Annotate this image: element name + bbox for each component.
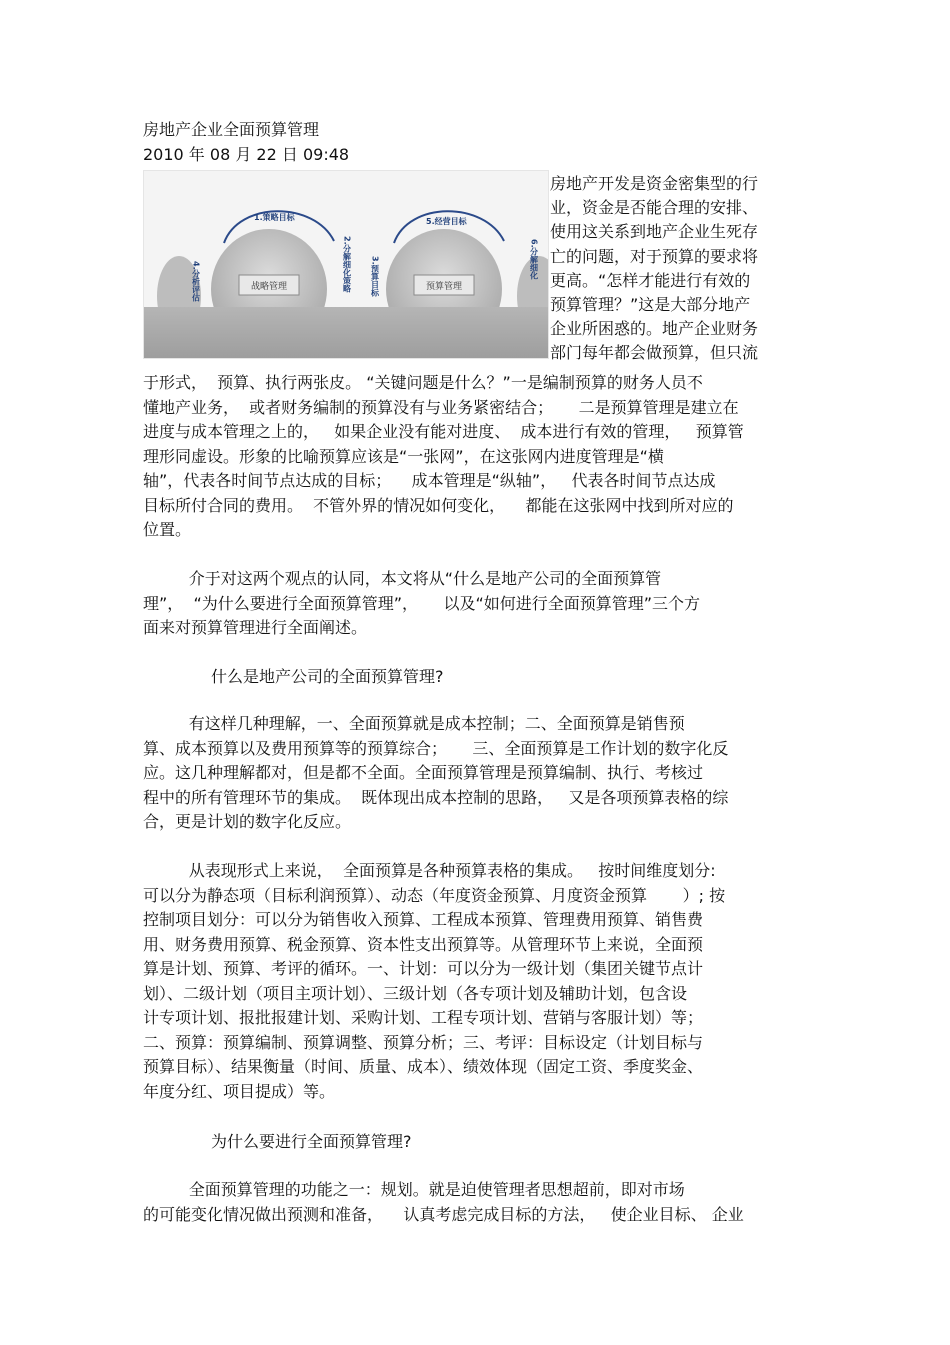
label-step5: 5.经营目标 [426, 217, 467, 226]
text-line: 企业所困惑的。地产企业财务 [550, 319, 759, 339]
cycle-diagram [144, 171, 548, 358]
text-line: 划）、二级计划（项目主项计划）、三级计划（各专项计划及辅助计划，包含设 [143, 983, 688, 1003]
article-title: 房地产企业全面预算管理 [143, 120, 320, 139]
text-line: 轴”，代表各时间节点达成的目标； 成本管理是“纵轴”， 代表各时间节点达成 [143, 471, 716, 490]
scope-paragraph [143, 567, 808, 641]
text-line: 更高。“怎样才能进行有效的 [550, 270, 751, 290]
ground-band [144, 307, 548, 358]
text-line: 计专项计划、报批报建计划、采购计划、工程专项计划、营销与客服计划）等； [143, 1008, 704, 1027]
box-budget-label: 预算管理 [425, 282, 463, 292]
text-line: 的可能变化情况做出预测和准备， 认真考虑完成目标的方法， 使企业目标、 企业 [143, 1204, 744, 1224]
text-line: 应。这几种理解都对，但是都不全面。全面预算管理是预算编制、执行、考核过 [143, 763, 704, 782]
text-line: 全面预算管理的功能之一：规划。就是迫使管理者思想超前，即对市场 [143, 1180, 685, 1199]
label-step3: 3.预算目标 [370, 256, 380, 297]
text-line: 房地产开发是资金密集型的行 [550, 174, 759, 193]
heading-why: 为什么要进行全面预算管理? [211, 1132, 412, 1151]
intro-paragraph-right [550, 172, 790, 366]
form-paragraph [143, 859, 808, 1104]
text-line: 进度与成本管理之上的， 如果企业没有能对进度、 成本进行有效的管理， 预算管 [143, 422, 744, 441]
text-line: 介于对这两个观点的认同，本文将从“什么是地产公司的全面预算管 [143, 569, 662, 588]
label-step6: 6.分解细化 [529, 239, 539, 280]
text-line: 位置。 [143, 520, 192, 539]
intro-paragraph-full [143, 371, 808, 543]
text-line: 预算管理？”这是大部分地产 [550, 295, 751, 315]
text-line: 控制项目划分：可以分为销售收入预算、工程成本预算、管理费用预算、销售费 [143, 910, 704, 929]
text-line: 算是计划、预算、考评的循环。一、计划：可以分为一级计划（集团关键节点计 [143, 959, 704, 978]
text-line: 年度分红、项目提成）等。 [143, 1081, 336, 1101]
budget-cycle-figure [143, 170, 549, 359]
article-date: 2010 年 08 月 22 日 09:48 [143, 145, 350, 164]
heading-what-is: 什么是地产公司的全面预算管理? [211, 667, 444, 686]
text-line: 预算目标）、结果衡量（时间、质量、成本）、绩效体现（固定工资、季度奖金、 [143, 1057, 704, 1076]
text-line: 程中的所有管理环节的集成。 既体现出成本控制的思路， 又是各项预算表格的综 [143, 787, 729, 807]
text-line: 有这样几种理解，一、全面预算就是成本控制；二、全面预算是销售预 [143, 714, 685, 733]
text-line: 面来对预算管理进行全面阐述。 [143, 618, 368, 637]
text-line: 理”， “为什么要进行全面预算管理”， 以及“如何进行全面预算管理”三个方 [143, 593, 701, 613]
text-line: 亡的问题，对于预算的要求将 [550, 246, 759, 266]
text-line: 从表现形式上来说， 全面预算是各种预算表格的集成。 按时间维度划分: [143, 861, 716, 880]
text-line: 二、预算：预算编制、预算调整、预算分析；三、考评：目标设定（计划目标与 [143, 1032, 704, 1052]
text-line: 合，更是计划的数字化反应。 [143, 812, 352, 831]
text-line: 于形式， 预算、执行两张皮。 “关键问题是什么？”一是编制预算的财务人员不 [143, 373, 703, 392]
label-step1: 1.策略目标 [254, 213, 295, 222]
text-line: 用、财务费用预算、税金预算、资本性支出预算等。从管理环节上来说，全面预 [143, 934, 704, 954]
text-line: 业，资金是否能合理的安排、 [550, 198, 759, 218]
text-line: 使用这关系到地产企业生死存 [550, 222, 759, 242]
what-is-paragraph [143, 712, 808, 835]
text-line: 目标所付合同的费用。 不管外界的情况如何变化， 都能在这张网中找到所对应的 [143, 495, 734, 515]
text-line: 懂地产业务， 或者财务编制的预算没有与业务紧密结合； 二是预算管理是建立在 [143, 397, 739, 417]
label-step2: 2.分解细化策略 [342, 236, 352, 293]
text-line: 算、成本预算以及费用预算等的预算综合； 三、全面预算是工作计划的数字化反 [143, 738, 729, 758]
box-strategy-label: 战略管理 [250, 282, 288, 292]
text-line: 理形同虚设。形象的比喻预算应该是“一张网”，在这张网内进度管理是“横 [143, 446, 664, 466]
text-line: 部门每年都会做预算，但只流 [550, 343, 759, 363]
text-line: 可以分为静态项（目标利润预算）、动态（年度资金预算、月度资金预算 ）; 按 [143, 885, 726, 905]
why-paragraph [143, 1178, 808, 1227]
label-step4: 4.分析评估 [191, 261, 201, 302]
